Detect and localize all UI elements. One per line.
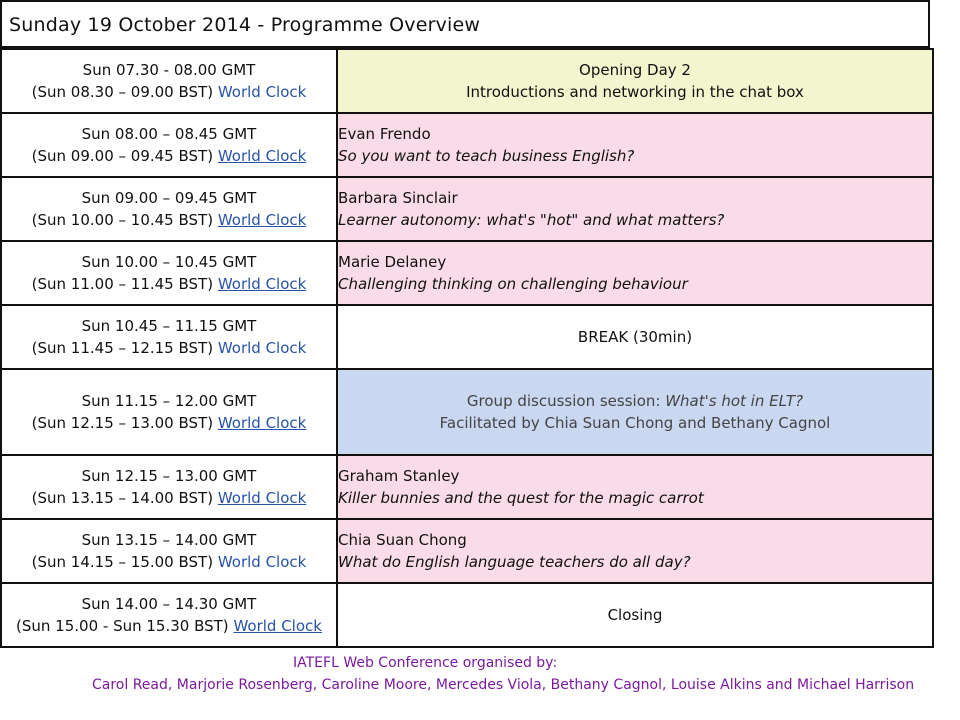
time-bst-line xyxy=(2,412,336,434)
talk-title: Killer bunnies and the quest for the magic carrot xyxy=(338,489,704,507)
time-gmt: Sun 10.45 – 11.15 GMT xyxy=(81,317,257,335)
time-bst: (Sun 15.00 - Sun 15.30 BST) xyxy=(16,617,229,635)
speaker-name: Barbara Sinclair xyxy=(338,189,458,207)
group-session-prefix: Group discussion session: xyxy=(466,392,666,410)
talk-title: Learner autonomy: what's "hot" and what matters? xyxy=(338,211,725,229)
time-cell xyxy=(1,455,337,519)
break-label: BREAK (30min) xyxy=(577,328,693,346)
session-cell-talk xyxy=(337,519,933,583)
speaker-name: Graham Stanley xyxy=(338,467,460,485)
time-bst-line xyxy=(2,145,336,167)
time-cell xyxy=(1,241,337,305)
time-bst: (Sun 13.15 – 14.00 BST) xyxy=(31,489,214,507)
time-gmt: Sun 13.15 – 14.00 GMT xyxy=(81,531,257,549)
world-clock-link[interactable]: World Clock xyxy=(233,617,322,635)
table-row xyxy=(1,177,933,241)
closing-label: Closing xyxy=(607,606,663,624)
world-clock-link[interactable]: World Clock xyxy=(217,414,307,432)
time-bst-line xyxy=(2,273,336,295)
world-clock-link[interactable]: World Clock xyxy=(217,339,307,357)
talk-title: What do English language teachers do all day? xyxy=(338,553,691,571)
time-cell xyxy=(1,177,337,241)
time-bst: (Sun 08.30 – 09.00 BST) xyxy=(31,83,214,101)
footer-organised-by: IATEFL Web Conference organised by: xyxy=(293,655,558,671)
table-row xyxy=(1,49,933,113)
session-cell-closing xyxy=(337,583,933,647)
table-row xyxy=(1,241,933,305)
table-row xyxy=(1,519,933,583)
time-bst-line xyxy=(2,81,336,103)
table-row xyxy=(1,305,933,369)
time-gmt: Sun 07.30 - 08.00 GMT xyxy=(82,61,256,79)
table-row xyxy=(1,583,933,647)
session-cell-talk xyxy=(337,241,933,305)
session-cell-talk xyxy=(337,113,933,177)
time-bst-line xyxy=(2,551,336,573)
session-cell-break xyxy=(337,305,933,369)
time-bst: (Sun 10.00 – 10.45 BST) xyxy=(31,211,214,229)
talk-title: Challenging thinking on challenging behaviour xyxy=(338,275,688,293)
time-bst: (Sun 12.15 – 13.00 BST) xyxy=(31,414,214,432)
session-subtitle: Introductions and networking in the chat box xyxy=(466,83,804,101)
time-cell xyxy=(1,113,337,177)
world-clock-link[interactable]: World Clock xyxy=(217,211,307,229)
group-session-facilitators: Facilitated by Chia Suan Chong and Bethany Cagnol xyxy=(439,414,831,432)
schedule-table xyxy=(0,48,934,648)
time-cell xyxy=(1,305,337,369)
time-bst: (Sun 09.00 – 09.45 BST) xyxy=(31,147,214,165)
group-session-title xyxy=(338,390,932,412)
table-row xyxy=(1,113,933,177)
world-clock-link[interactable]: World Clock xyxy=(217,147,307,165)
time-cell xyxy=(1,369,337,455)
world-clock-link[interactable]: World Clock xyxy=(217,83,307,101)
session-cell-group xyxy=(337,369,933,455)
table-row xyxy=(1,455,933,519)
talk-title: So you want to teach business English? xyxy=(338,147,635,165)
session-cell-talk xyxy=(337,177,933,241)
time-bst: (Sun 11.45 – 12.15 BST) xyxy=(31,339,214,357)
world-clock-link[interactable]: World Clock xyxy=(217,553,307,571)
speaker-name: Chia Suan Chong xyxy=(338,531,467,549)
time-bst-line xyxy=(2,209,336,231)
time-cell xyxy=(1,49,337,113)
world-clock-link[interactable]: World Clock xyxy=(217,489,307,507)
time-bst-line xyxy=(2,337,336,359)
session-title: Opening Day 2 xyxy=(579,61,691,79)
time-gmt: Sun 09.00 – 09.45 GMT xyxy=(81,189,257,207)
time-gmt: Sun 11.15 – 12.00 GMT xyxy=(81,392,257,410)
world-clock-link[interactable]: World Clock xyxy=(217,275,307,293)
time-gmt: Sun 10.00 – 10.45 GMT xyxy=(81,253,257,271)
time-bst: (Sun 14.15 – 15.00 BST) xyxy=(31,553,214,571)
session-cell-opening xyxy=(337,49,933,113)
time-bst-line xyxy=(2,615,336,637)
time-bst-line xyxy=(2,487,336,509)
table-row xyxy=(1,369,933,455)
time-cell xyxy=(1,583,337,647)
page-title: Sunday 19 October 2014 - Programme Overview xyxy=(9,14,481,36)
time-cell xyxy=(1,519,337,583)
title-bar xyxy=(0,0,930,48)
time-gmt: Sun 14.00 – 14.30 GMT xyxy=(81,595,257,613)
speaker-name: Marie Delaney xyxy=(338,253,447,271)
group-session-topic: What's hot in ELT? xyxy=(665,392,804,410)
session-cell-talk xyxy=(337,455,933,519)
time-gmt: Sun 08.00 – 08.45 GMT xyxy=(81,125,257,143)
time-bst: (Sun 11.00 – 11.45 BST) xyxy=(31,275,214,293)
speaker-name: Evan Frendo xyxy=(338,125,431,143)
time-gmt: Sun 12.15 – 13.00 GMT xyxy=(81,467,257,485)
footer-organisers: Carol Read, Marjorie Rosenberg, Caroline Moore, Mercedes Viola, Bethany Cagnol, Louise Alkins and Michael Harrison xyxy=(92,677,915,693)
